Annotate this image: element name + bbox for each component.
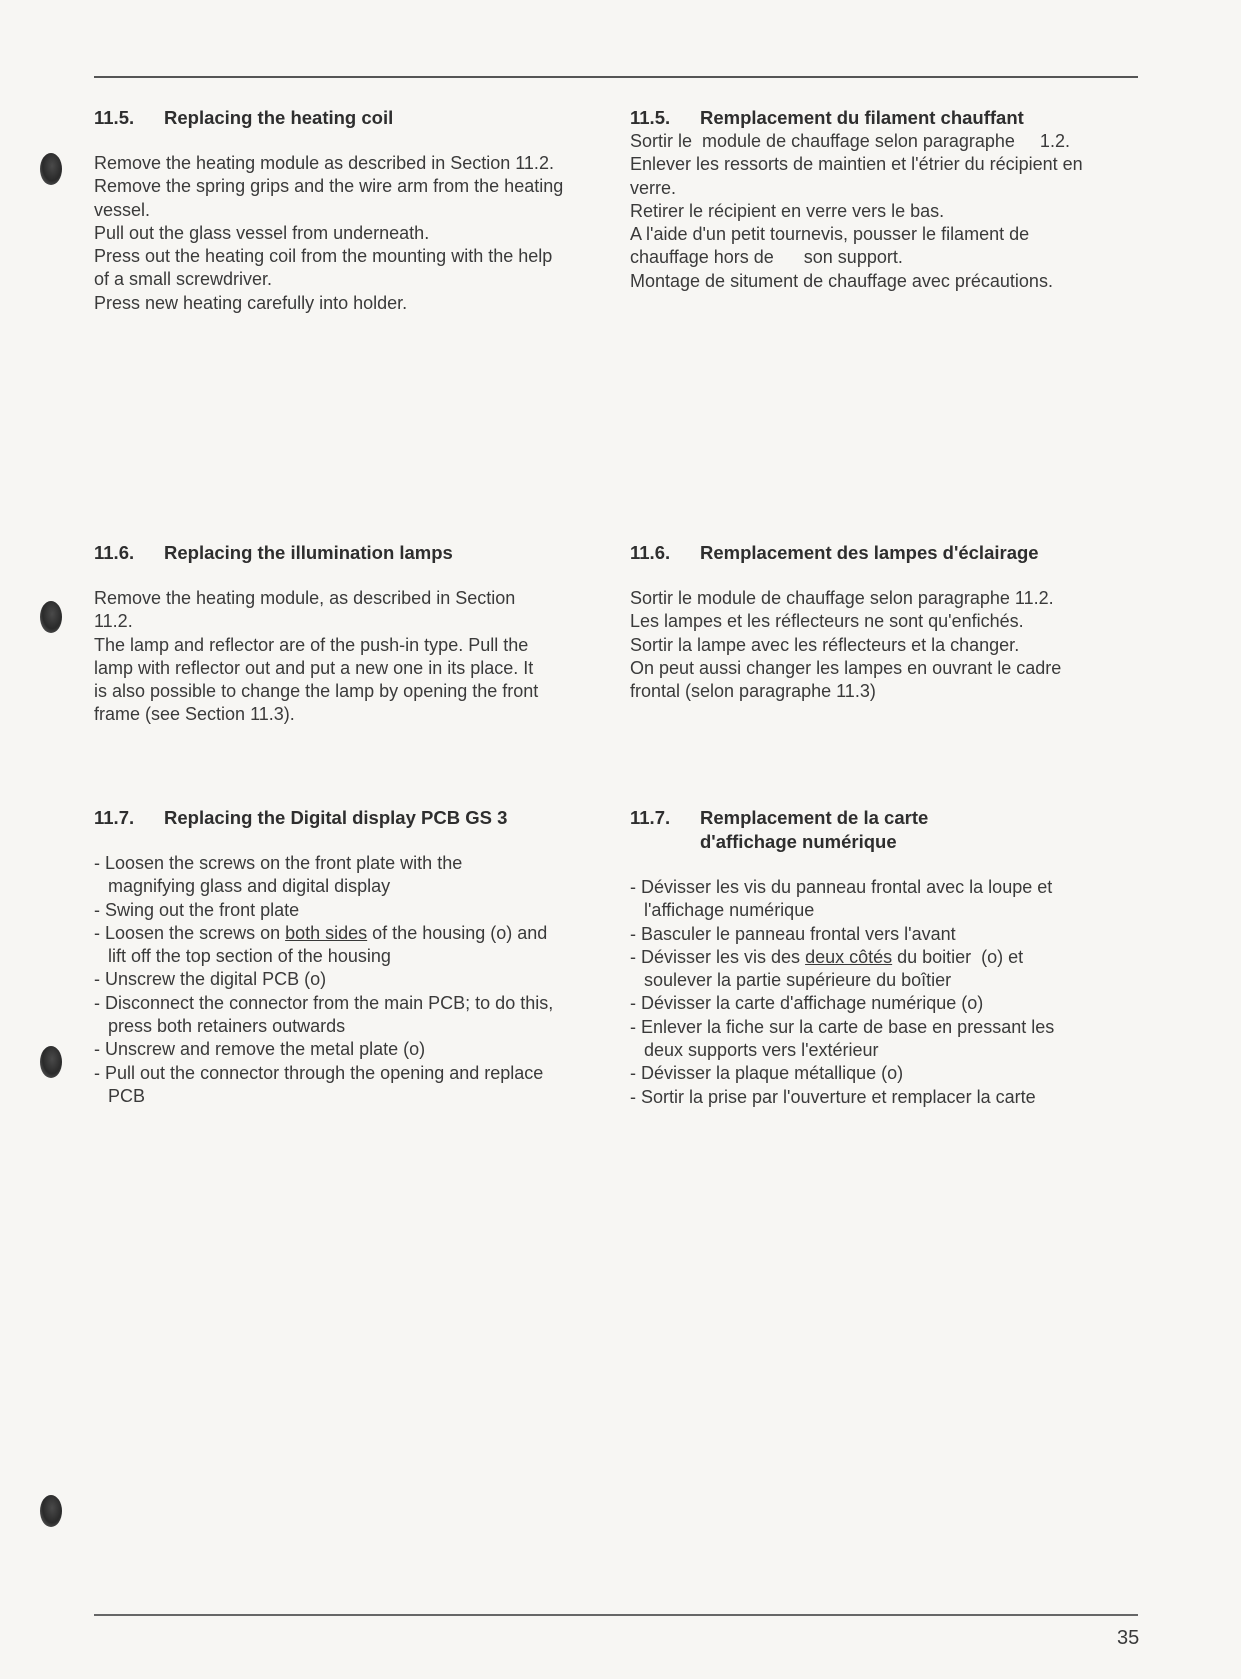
bottom-rule [94,1614,1138,1616]
section-title: Remplacement de la carte d'affichage numérique [700,807,929,852]
paragraph-line: Sortir la lampe avec les réflecteurs et la changer. [630,634,1020,655]
section-heading [94,541,549,565]
section-11-6-fr [630,541,1090,703]
section-11-7-en [94,806,554,1108]
list-item-text: Loosen the screws on [105,922,286,943]
list-item: - Unscrew and remove the metal plate (o) [94,1038,554,1061]
section-heading [630,806,1092,854]
list-item: - Disconnect the connector from the main PCB; to do this, press both retainers outwards [94,992,554,1039]
list-item: - Basculer le panneau frontal vers l'avant [630,923,1092,946]
list-item: - Sortir la prise par l'ouverture et remplacer la carte [630,1086,1092,1109]
section-number: 11.6. [630,542,671,563]
section-title: Remplacement du filament chauffant [700,107,1024,128]
section-body [94,587,549,727]
section-body [630,587,1090,703]
paragraph-line: Press new heating carefully into holder. [94,292,408,313]
top-rule [94,76,1138,78]
section-number: 11.7. [630,807,671,828]
paragraph-line: Sortir le module de chauffage selon paragraphe 1.2. [630,131,1070,151]
list-item: - Dévisser la carte d'affichage numérique (o) [630,992,1092,1015]
list-item-text: of the housing (o) and lift off the top section of the housing [108,922,548,967]
paragraph-line: Pull out the glass vessel from underneath. [94,222,430,243]
section-number: 11.5. [94,107,135,128]
list-item: - Enlever la fiche sur la carte de base en pressant les deux supports vers l'extérieur [630,1016,1092,1063]
instruction-list [630,876,1092,1109]
section-number: 11.7. [94,807,135,828]
list-item-text: Dévisser les vis des [641,946,806,967]
section-title: Replacing the illumination lamps [164,542,453,563]
list-item: - Loosen the screws on the front plate with the magnifying glass and digital display [94,852,554,899]
binder-hole-4 [40,1495,62,1527]
list-item-text: du boitier (o) et soulever la partie supérieure du boîtier [644,946,1029,991]
binder-hole-2 [40,601,62,633]
paragraph-line: Remove the heating module as described in Section 11.2. [94,153,554,173]
instruction-list [94,852,554,1108]
paragraph-line: Enlever les ressorts de maintien et l'étrier du récipient en verre. [630,154,1083,198]
page-number: 35 [1117,1627,1140,1649]
underlined-text: both sides [285,922,368,943]
paragraph-line: Press out the heating coil from the mounting with the help of a small screwdriver. [94,246,553,290]
underlined-text: deux côtés [805,946,893,967]
paragraph-line: Sortir le module de chauffage selon paragraphe 11.2. [630,588,1054,608]
section-11-5-en [94,106,564,315]
list-item: - Swing out the front plate [94,899,554,922]
paragraph-line: Montage de situment de chauffage avec précautions. [630,270,1053,291]
paragraph-line: The lamp and reflector are of the push-in type. Pull the lamp with reflector out and put a new one in its place. It is also possible to change the lamp by opening the front frame (see Section 11.3). [94,634,539,725]
list-item: - Dévisser la plaque métallique (o) [630,1062,1092,1085]
list-item: - Unscrew the digital PCB (o) [94,968,554,991]
paragraph-line: Remove the spring grips and the wire arm from the heating vessel. [94,176,564,220]
section-number: 11.5. [630,107,671,128]
list-item: - Pull out the connector through the opening and replace PCB [94,1062,554,1109]
list-item [630,946,1092,993]
section-11-7-fr [630,806,1092,1109]
list-item [94,922,554,969]
section-title: Remplacement des lampes d'éclairage [700,542,1039,563]
list-item: - Dévisser les vis du panneau frontal avec la loupe et l'affichage numérique [630,876,1092,923]
section-title: Replacing the Digital display PCB GS 3 [164,807,508,828]
section-number: 11.6. [94,542,135,563]
binder-hole-3 [40,1046,62,1078]
binder-hole-1 [40,153,62,185]
section-title: Replacing the heating coil [164,107,394,128]
section-heading [630,541,1090,565]
paragraph-line: Remove the heating module, as described in Section 11.2. [94,588,516,632]
section-heading [630,106,1110,130]
section-body [94,152,564,315]
paragraph-line: Retirer le récipient en verre vers le bas. [630,200,945,221]
section-heading [94,106,564,130]
paragraph-line: A l'aide d'un petit tournevis, pousser le filament de chauffage hors de son support. [630,224,1035,268]
section-11-6-en [94,541,549,727]
paragraph-line: Les lampes et les réflecteurs ne sont qu'enfichés. [630,611,1024,632]
section-body [630,130,1110,293]
paragraph-line: On peut aussi changer les lampes en ouvrant le cadre frontal (selon paragraphe 11.3) [630,657,1062,702]
section-heading [94,806,554,830]
section-11-5-fr [630,106,1110,293]
